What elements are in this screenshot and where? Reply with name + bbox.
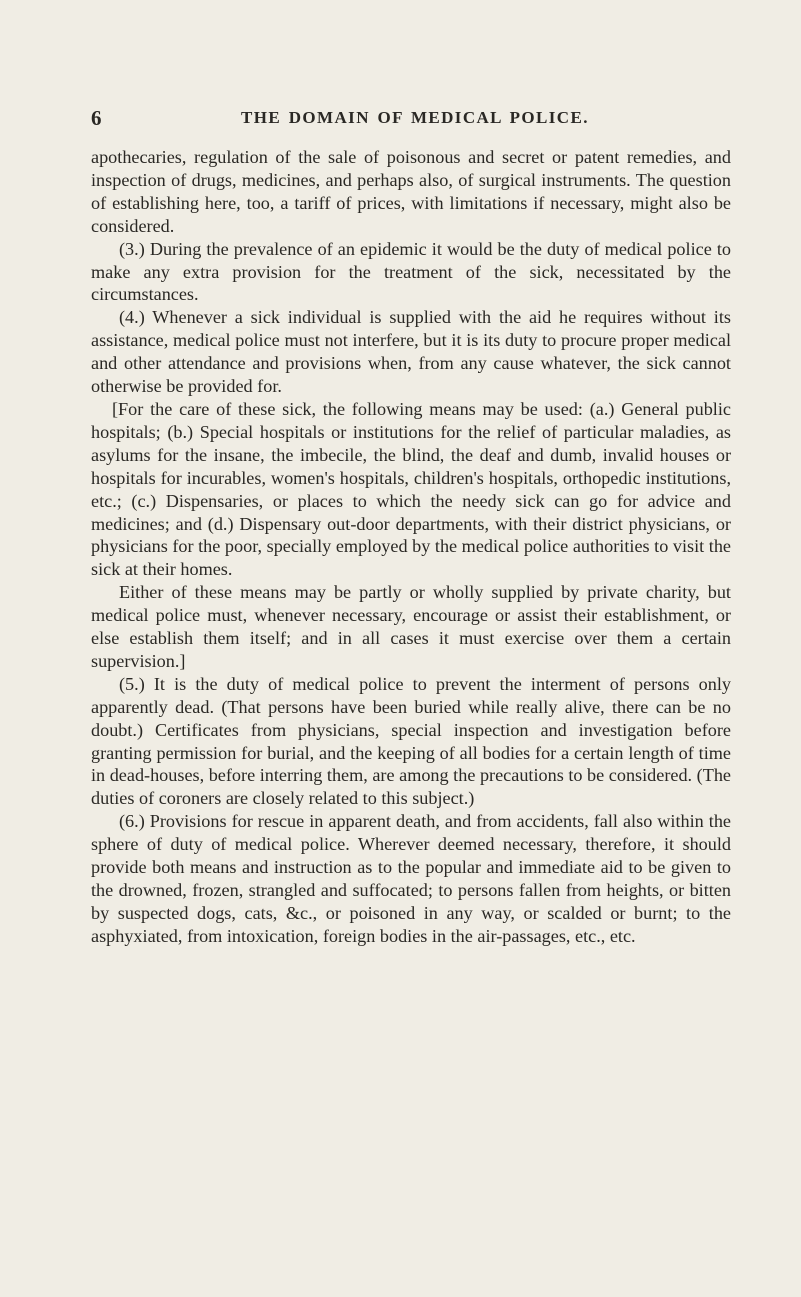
paragraph-charity: Either of these means may be partly or wholly supplied by private charity, but medical police must, whenever necessary, encourage or assist their establishment, or else establish them itself; and in all cases it must exercise over them a certain supervision.]	[91, 582, 731, 671]
paragraph-6: (6.) Provisions for rescue in apparent death, and from accidents, fall also within the sphere of duty of medical police. Wherever deemed necessary, therefore, it should provide both means and instruction as to the popular and immediate aid to be given to the drowned, frozen, strangled and suffocated; to persons fallen from heights, or bitten by suspected dogs, cats, &c., or poisoned in any way, or scalded or burnt; to the asphyxiated, from intoxication, foreign bodies in the air-passages, etc., etc.	[91, 811, 731, 946]
paragraph-3: (3.) During the prevalence of an epidemic it would be the duty of medical police to make any extra provision for the treatment of the sick, necessitated by the circumstances.	[91, 238, 731, 305]
page-header	[91, 106, 731, 136]
running-head: THE DOMAIN OF MEDICAL POLICE.	[241, 108, 589, 127]
paragraph-continued: apothecaries, regulation of the sale of poisonous and secret or patent remedies, and inspection of drugs, medicines, and perhaps also, of surgical instruments. The question of establishing here, too, a tariff of prices, with limitations if necessary, might also be considered.	[91, 147, 731, 236]
paragraph-4: (4.) Whenever a sick individual is supplied with the aid he requires without its assistance, medical police must not interfere, but it is its duty to procure proper medical and other attendance and provisions when, from any cause whatever, the sick cannot otherwise be provided for.	[91, 307, 731, 397]
page-number: 6	[91, 106, 103, 130]
paragraph-means-of-care: [For the care of these sick, the following means may be used: (a.) General public hospitals; (b.) Special hospitals or institutions for the relief of particular maladies, as asylums for the insane, the imbecile, the blind, the deaf and dumb, invalid houses or hospitals for incurables, women's hospitals, children's hospitals, orthopedic institutions, etc.; (c.) Dispensaries, or places to which the needy sick can go for advice and medicines; and (d.) Dispensary out-door departments, with their district physicians, or physicians for the poor, specially employed by the medical police authorities to visit the sick at their homes.	[91, 398, 731, 580]
paragraph-5: (5.) It is the duty of medical police to prevent the interment of persons only apparently dead. (That persons have been buried while really alive, there can be no doubt.) Certificates from physicians, special inspection and investigation before granting permission for burial, and the keeping of all bodies for a certain length of time in dead-houses, before interring them, are among the precautions to be considered. (The duties of coroners are closely related to this subject.)	[91, 673, 731, 809]
body-text	[91, 146, 731, 948]
